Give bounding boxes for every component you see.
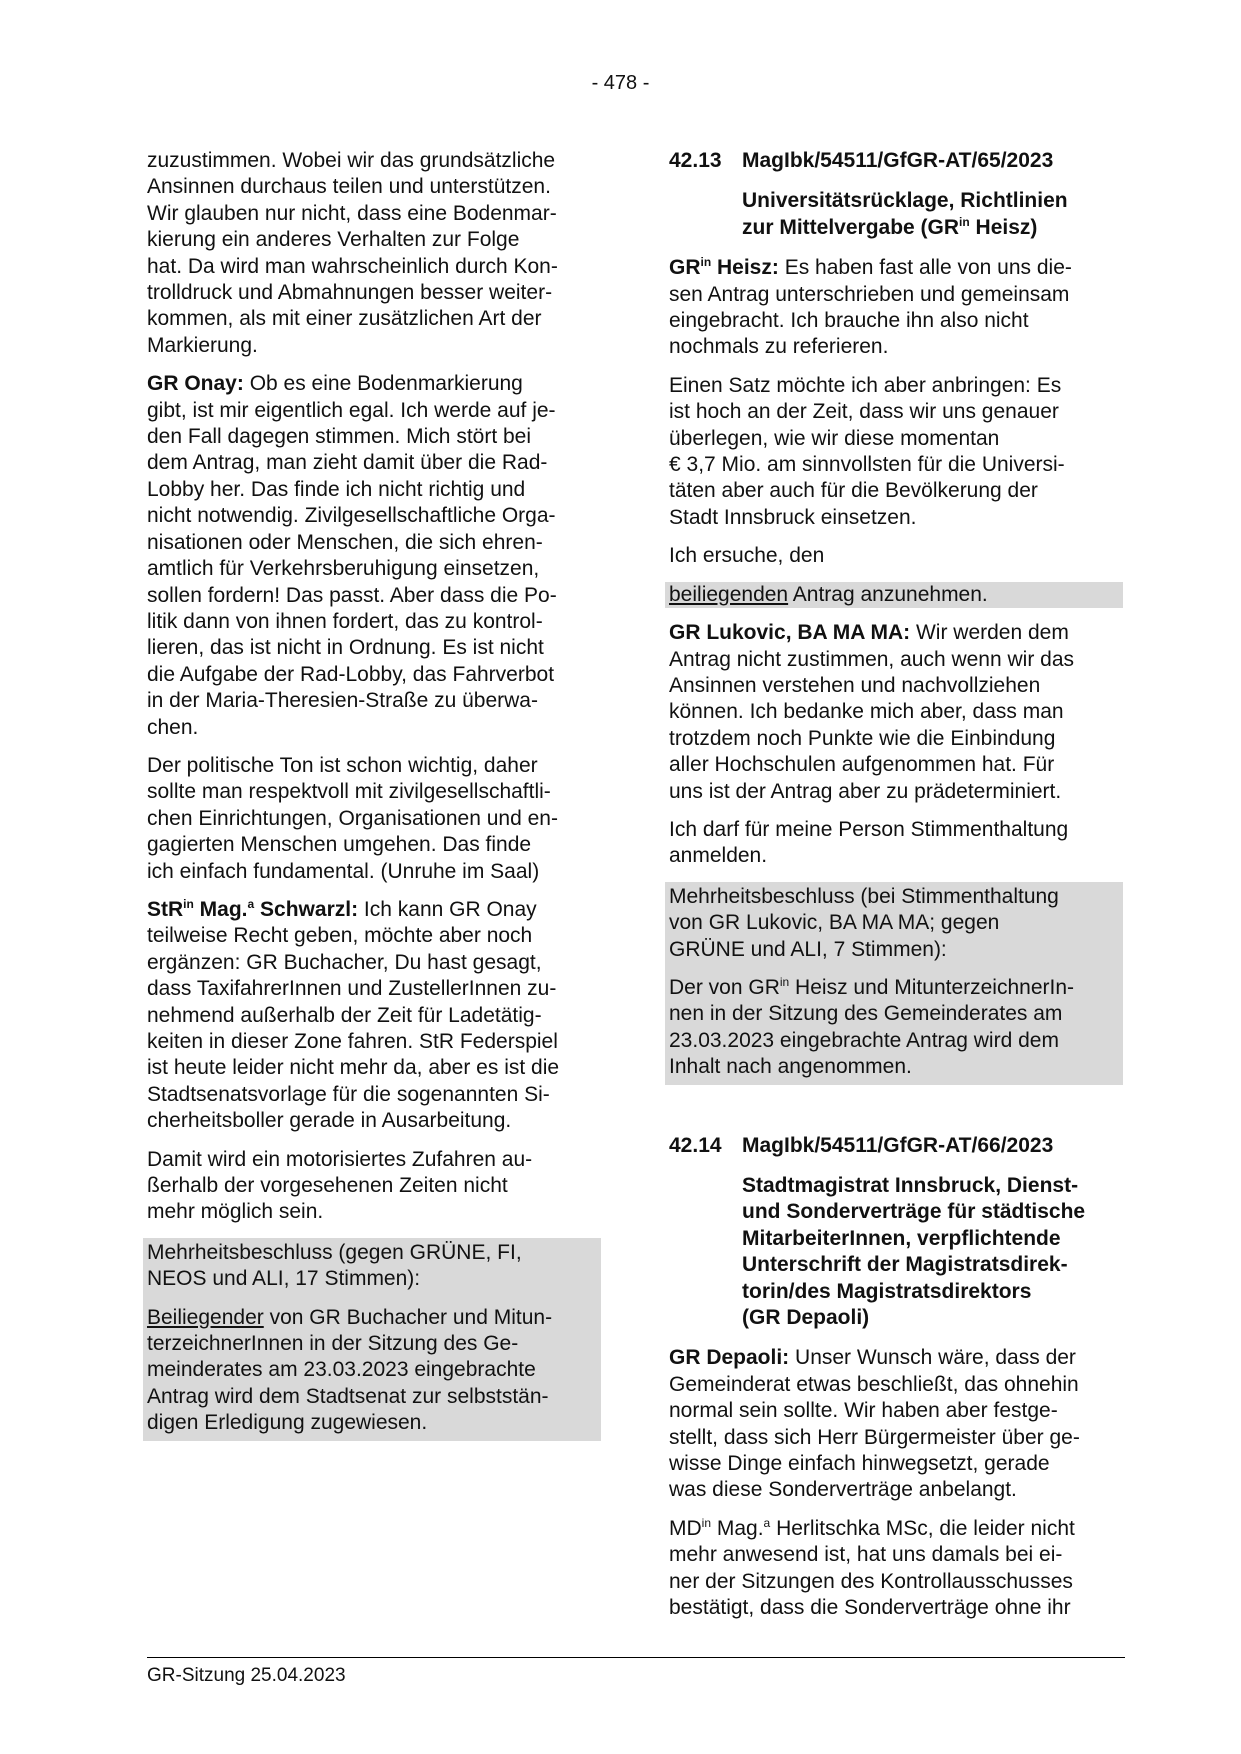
footer-divider — [147, 1657, 1125, 1658]
text-line: können. Ich bedanke mich aber, dass man — [669, 700, 1064, 724]
text-line: Unterschrift der Magistratsdirek- — [742, 1253, 1068, 1277]
speech-heisz: $GR^{in}$ Heisz: Es haben fast alle von uns die- sen Antrag unterschrieben und gemeinsam eingebracht. Ich brauche ihn also nicht nochmals zu referieren. — [669, 255, 1072, 359]
text-line: Ich darf für meine Person Stimmenthaltung — [669, 817, 1069, 841]
page-number: - 478 - — [591, 72, 650, 94]
text-line: Antrag wird dem Stadtsenat zur selbststän- — [147, 1384, 549, 1408]
text-line: sollte man respektvoll mit zivilgesellschaftli- — [147, 780, 551, 804]
text-line: hat. Da wird man wahrscheinlich durch Kon- — [147, 254, 558, 278]
text-line: GRÜNE und ALI, 7 Stimmen): — [669, 937, 947, 961]
text-line: Lobby her. Das finde ich nicht richtig und — [147, 477, 526, 501]
decision-text — [669, 884, 1119, 963]
speech-schwarzl: StR$^{in}$ Mag.$^a$ Schwarzl: Ich kann GR Onay teilweise Recht geben, möchte aber noch ergänzen: GR Buchacher, Du hast gesagt, dass TaxifahrerInnen und ZustellerInnen zu- nehmend außerhalb der Zeit für Ladetätig- keiten in dieser Zone fahren. StR Federspiel ist heute leider nicht mehr da, aber es ist die Stadtsenatsvorlage für die sogenannten Si- cherheitsboller gerade in Ausarbeitung. — [147, 896, 560, 1133]
text-line: Mehrheitsbeschluss (gegen GRÜNE, FI, — [147, 1240, 522, 1264]
text-line: € 3,7 Mio. am sinnvollsten für die Universi- — [669, 453, 1065, 477]
text-line: litik dann von ihnen fordert, das zu kontrol- — [147, 609, 543, 633]
text-line: ßerhalb der vorgesehenen Zeiten nicht — [147, 1174, 508, 1198]
paragraph-political-tone — [147, 753, 597, 885]
text-line: ist hoch an der Zeit, dass wir uns genauer — [669, 400, 1059, 424]
text-line: nicht notwendig. Zivilgesellschaftliche Orga- — [147, 504, 556, 528]
text-line: Stadtmagistrat Innsbruck, Dienst- — [742, 1174, 1079, 1197]
text-line: MitarbeiterInnen, verpflichtende — [742, 1226, 1061, 1250]
speech-onay: GR Onay: Ob es eine Bodenmarkierung gibt, ist mir eigentlich egal. Ich werde auf je- den Fall dagegen stimmen. Mich stört bei dem Antrag, man zieht damit über die Rad- Lobby her. Das finde ich nicht richtig und nicht notwendig. Zivilgesellschaftliche Orga- nisationen oder Menschen, die sich ehren- amtlich für Verkehrsberuhigung einsetzen, sollen fordern! Das passt. Aber dass die Po- litik dann von ihnen fordert, das zu kontrol- lieren, das ist nicht in Ordnung. Es ist nicht die Aufgabe der Rad-Lobby, das Fahrverbot in der Maria-Theresien-Straße zu überwa- chen. — [147, 372, 557, 739]
agenda-item-title: Universitätsrücklage, Richtlinien zur Mittelvergabe ($GR^{in}$ Heisz) — [742, 189, 1068, 239]
text-line: gagierten Menschen umgehen. Das finde — [147, 833, 532, 857]
text-line: was diese Sonderverträge anbelangt. — [669, 1478, 1017, 1502]
text-line: sollen fordern! Das passt. Aber dass die Po- — [147, 583, 557, 607]
speech-depaoli: GR Depaoli: Unser Wunsch wäre, dass der Gemeinderat etwas beschließt, das ohnehin normal sein sollte. Wir haben aber festge- stellt, dass sich Herr Bürgermeister über ge- wisse Dinge einfach hinwegsetzt, gerade was diese Sonderverträge anbelangt. — [669, 1346, 1080, 1502]
text-line: nisationen oder Menschen, die sich ehren- — [147, 530, 543, 554]
text-line: zuzustimmen. Wobei wir das grundsätzliche — [147, 149, 556, 172]
text-line: Stadt Innsbruck einsetzen. — [669, 505, 917, 529]
text-line: trotzdem noch Punkte wie die Einbindung — [669, 726, 1056, 750]
text-line: chen Einrichtungen, Organisationen und en- — [147, 806, 558, 830]
text-line: Mehrheitsbeschluss (bei Stimmenthaltung — [669, 884, 1059, 908]
text-line: lieren, das ist nicht in Ordnung. Es ist nicht — [147, 636, 544, 660]
text-line: Ansinnen verstehen und nachvollziehen — [669, 673, 1041, 697]
agenda-item-code: MagIbk/54511/GfGR-AT/65/2023 — [742, 149, 1054, 172]
text-line: Damit wird ein motorisiertes Zufahren au- — [147, 1147, 533, 1171]
text-line: Ansinnen durchaus teilen und unterstützen. — [147, 175, 551, 199]
text-line: teilweise Recht geben, möchte aber noch — [147, 924, 533, 948]
left-column — [147, 148, 597, 1453]
text-line: (GR Depaoli) — [742, 1306, 870, 1330]
agenda-item-number: 42.14 — [669, 1133, 722, 1157]
text-line: digen Erledigung zugewiesen. — [147, 1411, 428, 1435]
paragraph-university-funds — [669, 373, 1119, 531]
text-line: trolldruck und Abmahnungen besser weiter- — [147, 281, 553, 305]
paragraph-abstention — [669, 817, 1119, 870]
text-line: wisse Dinge einfach hinwegsetzt, gerade — [669, 1452, 1050, 1476]
paragraph-motorized-access — [147, 1147, 597, 1226]
text-line: Der politische Ton ist schon wichtig, daher — [147, 753, 538, 777]
text-line: Einen Satz möchte ich aber anbringen: Es — [669, 373, 1062, 397]
text-line: mehr möglich sein. — [147, 1200, 324, 1224]
text-line: in der Maria-Theresien-Straße zu überwa- — [147, 689, 538, 713]
text-line: überlegen, wie wir diese momentan — [669, 426, 1000, 450]
speaker-label: GR Onay: — [147, 372, 244, 396]
text-line: den Fall dagegen stimmen. Mich stört bei — [147, 425, 532, 449]
agenda-item-header — [669, 148, 1119, 174]
text-line: Markierung. — [147, 333, 258, 357]
text-line: aller Hochschulen aufgenommen hat. Für — [669, 753, 1055, 777]
paragraph-request: Ich ersuche, den — [669, 544, 825, 568]
speaker-label: GR Lukovic, BA MA MA: — [669, 621, 911, 645]
request-motion: beiliegenden Antrag anzunehmen. — [665, 582, 1123, 608]
agenda-item-number: 42.13 — [669, 149, 722, 172]
text-line: chen. — [147, 715, 199, 739]
text-line: und Sonderverträge für städtische — [742, 1200, 1086, 1224]
text-line: Stadtsenatsvorlage für die sogenannten Si- — [147, 1082, 550, 1106]
text-line: Wir glauben nur nicht, dass eine Bodenmar- — [147, 201, 557, 225]
text-line: die Aufgabe der Rad-Lobby, das Fahrverbot — [147, 662, 555, 686]
text-line: bestätigt, dass die Sonderverträge ohne ihr — [669, 1596, 1071, 1620]
text-line: ich einfach fundamental. (Unruhe im Saal) — [147, 859, 540, 883]
text-line: gibt, ist mir eigentlich egal. Ich werde auf je- — [147, 398, 556, 422]
spacer — [669, 1097, 1119, 1133]
text-line: Inhalt nach angenommen. — [669, 1055, 912, 1079]
text-line: amtlich für Verkehrsberuhigung einsetzen, — [147, 557, 540, 581]
speaker-label: StR$^{in}$ Mag.$^a$ Schwarzl: — [147, 896, 359, 921]
text-line: 23.03.2023 eingebrachte Antrag wird dem — [669, 1028, 1059, 1052]
decision-block — [665, 882, 1123, 1085]
resolution-text: Beiliegender von GR Buchacher und Mitun- terzeichnerInnen in der Sitzung des Ge- meinderates am 23.03.2023 eingebrachte Antrag wird dem Stadtsenat zur selbststän- digen Erledigung zugewiesen. — [147, 1305, 553, 1435]
text-line: stellt, dass sich Herr Bürgermeister über ge- — [669, 1425, 1080, 1449]
footer-session-date: GR-Sitzung 25.04.2023 — [147, 1665, 346, 1686]
text-line: ergänzen: GR Buchacher, Du hast gesagt, — [147, 950, 542, 974]
agenda-item-code: MagIbk/54511/GfGR-AT/66/2023 — [742, 1133, 1054, 1157]
text-line: NEOS und ALI, 17 Stimmen): — [147, 1267, 421, 1291]
text-line: eingebracht. Ich brauche ihn also nicht — [669, 309, 1029, 333]
text-line: nen in der Sitzung des Gemeinderates am — [669, 1002, 1063, 1026]
text-line: kommen, als mit einer zusätzlichen Art der — [147, 307, 542, 331]
text-line: Antrag nicht zustimmen, auch wenn wir das — [669, 647, 1075, 671]
text-line: dem Antrag, man zieht damit über die Rad- — [147, 451, 548, 475]
decision-block — [143, 1238, 601, 1441]
text-line: normal sein sollte. Wir haben aber festge- — [669, 1399, 1058, 1423]
text-line: ist heute leider nicht mehr da, aber es ist die — [147, 1056, 560, 1080]
paragraph-continuation — [147, 148, 597, 359]
text-line: ner der Sitzungen des Kontrollausschusses — [669, 1569, 1073, 1593]
text-line: torin/des Magistratsdirektors — [742, 1279, 1032, 1303]
paragraph-herlitschka: $MD^{in}$ Mag.$^a$ Herlitschka MSc, die leider nicht mehr anwesend ist, hat uns damals bei ei- ner der Sitzungen des Kontrollausschusses bestätigt, dass die Sonderverträge ohne ihr — [669, 1515, 1075, 1620]
text-line: terzeichnerInnen in der Sitzung des Ge- — [147, 1332, 519, 1356]
right-column — [669, 148, 1119, 1622]
resolution-text: Der von $GR^{in}$ Heisz und MitunterzeichnerIn- nen in der Sitzung des Gemeinderates am 23.03.2023 eingebrachte Antrag wird dem Inhalt nach angenommen. — [669, 974, 1075, 1079]
text-line: anmelden. — [669, 844, 768, 868]
agenda-item-title — [742, 1173, 1119, 1331]
text-line: mehr anwesend ist, hat uns damals bei ei- — [669, 1543, 1063, 1567]
text-line: Gemeinderat etwas beschließt, das ohnehin — [669, 1372, 1079, 1396]
speech-lukovic: GR Lukovic, BA MA MA: Wir werden dem Antrag nicht zustimmen, auch wenn wir das Ansinnen verstehen und nachvollziehen können. Ich bedanke mich aber, dass man trotzdem noch Punkte wie die Einbindung aller Hochschulen aufgenommen hat. Für uns ist der Antrag aber zu prädeterminiert. — [669, 621, 1075, 803]
text-line: dass TaxifahrerInnen und ZustellerInnen zu- — [147, 977, 557, 1001]
text-line: meinderates am 23.03.2023 eingebrachte — [147, 1358, 536, 1382]
decision-text — [147, 1240, 597, 1293]
speaker-label: GR Depaoli: — [669, 1346, 790, 1370]
text-line: nochmals zu referieren. — [669, 335, 889, 359]
text-line: uns ist der Antrag aber zu prädeterminiert. — [669, 779, 1062, 803]
text-line: von GR Lukovic, BA MA MA; gegen — [669, 911, 1000, 935]
text-line: keiten in dieser Zone fahren. StR Federspiel — [147, 1030, 558, 1053]
agenda-item-header — [669, 1133, 1119, 1159]
text-line: kierung ein anderes Verhalten zur Folge — [147, 228, 520, 252]
text-line: täten aber auch für die Bevölkerung der — [669, 479, 1038, 503]
text-line: nehmend außerhalb der Zeit für Ladetätig- — [147, 1003, 542, 1027]
speaker-label: $GR^{in}$ Heisz: — [669, 255, 779, 280]
text-line: sen Antrag unterschrieben und gemeinsam — [669, 282, 1070, 306]
text-line: cherheitsboller gerade in Ausarbeitung. — [147, 1109, 512, 1133]
